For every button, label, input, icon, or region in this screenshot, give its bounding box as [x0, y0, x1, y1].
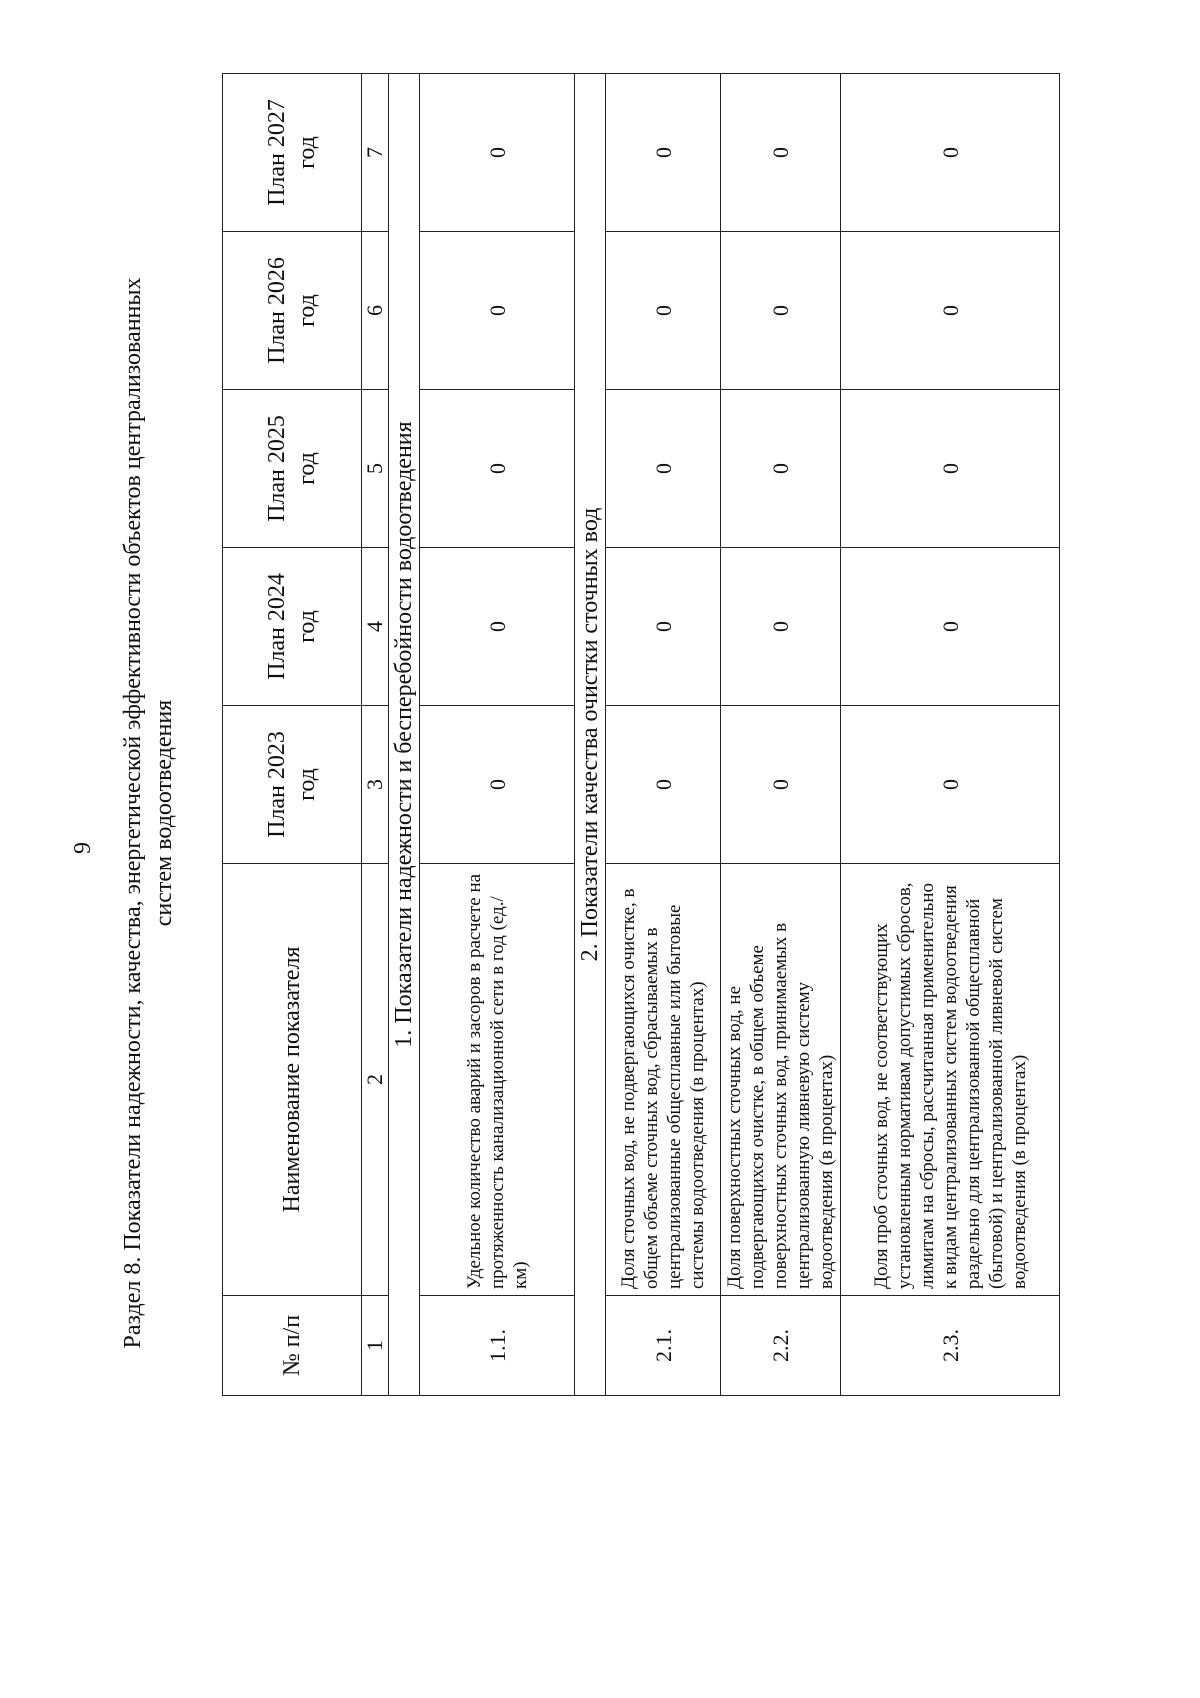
column-number: 5 — [362, 390, 389, 548]
table-row — [841, 74, 1060, 1396]
plan-2023-value: 0 — [841, 706, 1060, 864]
row-number: 2.2. — [721, 1296, 841, 1396]
plan-2027-value: 0 — [721, 74, 841, 232]
table-row — [420, 74, 575, 1396]
section-header-row — [389, 74, 420, 1396]
row-number: 2.3. — [841, 1296, 1060, 1396]
plan-2024-value: 0 — [420, 548, 575, 706]
column-number: 2 — [362, 864, 389, 1296]
column-number: 4 — [362, 548, 389, 706]
plan-2026-value: 0 — [606, 232, 721, 390]
indicator-name: Доля сточных вод, не подвергающихся очистке, в общем объеме сточных вод, сбрасываемых в централизованные общесплавные или бытовые системы водоотведения (в процентах) — [606, 864, 721, 1296]
plan-2024-value: 0 — [606, 548, 721, 706]
header-plan-2025: План 2025 год — [223, 390, 362, 548]
row-number: 1.1. — [420, 1296, 575, 1396]
column-number: 1 — [362, 1296, 389, 1396]
table-row — [606, 74, 721, 1396]
section-2-title: 2. Показатели качества очистки сточных вод — [575, 74, 606, 1396]
column-number: 6 — [362, 232, 389, 390]
plan-2026-value: 0 — [420, 232, 575, 390]
plan-2024-value: 0 — [721, 548, 841, 706]
indicator-name: Удельное количество аварий и засоров в расчете на протяженность канализационной сети в год (ед./км) — [420, 864, 575, 1296]
section-title-line-2: систем водоотведения — [151, 699, 177, 927]
header-plan-2024: План 2024 год — [223, 548, 362, 706]
indicator-name: Доля проб сточных вод, не соответствующих установленным нормативам допустимых сбросов, лимитам на сбросы, рассчитанная применительно к видам централизованных систем водоотведения раздельно для централизованной общесплавной (бытовой) и централизованной ливневой систем водоотведения (в процентах) — [841, 864, 1060, 1296]
header-plan-2023: План 2023 год — [223, 706, 362, 864]
plan-2024-value: 0 — [841, 548, 1060, 706]
section-title — [118, 168, 180, 1458]
header-plan-2027: План 2027 год — [223, 74, 362, 232]
indicator-name: Доля поверхностных сточных вод, не подвергающихся очистке, в общем объеме поверхностных сточных вод, принимаемых в централизованную ливневую систему водоотведения (в процентах) — [721, 864, 841, 1296]
header-plan-2026: План 2026 год — [223, 232, 362, 390]
plan-2023-value: 0 — [606, 706, 721, 864]
plan-2027-value: 0 — [606, 74, 721, 232]
plan-2027-value: 0 — [420, 74, 575, 232]
header-num: № п/п — [223, 1296, 362, 1396]
plan-2023-value: 0 — [420, 706, 575, 864]
plan-2025-value: 0 — [721, 390, 841, 548]
page-number: 9 — [70, 842, 96, 854]
row-number: 2.1. — [606, 1296, 721, 1396]
column-number: 3 — [362, 706, 389, 864]
plan-2027-value: 0 — [841, 74, 1060, 232]
table-header-row — [223, 74, 362, 1396]
section-1-title: 1. Показатели надежности и бесперебойности водоотведения — [389, 74, 420, 1396]
indicators-table — [222, 73, 1060, 1396]
plan-2023-value: 0 — [721, 706, 841, 864]
plan-2026-value: 0 — [721, 232, 841, 390]
header-name: Наименование показателя — [223, 864, 362, 1296]
table-row — [721, 74, 841, 1396]
plan-2025-value: 0 — [420, 390, 575, 548]
column-numbers-row — [362, 74, 389, 1396]
plan-2025-value: 0 — [841, 390, 1060, 548]
plan-2025-value: 0 — [606, 390, 721, 548]
section-title-line-1: Раздел 8. Показатели надежности, качества, энергетической эффективности объектов централизованных — [120, 277, 146, 1349]
section-header-row — [575, 74, 606, 1396]
column-number: 7 — [362, 74, 389, 232]
plan-2026-value: 0 — [841, 232, 1060, 390]
